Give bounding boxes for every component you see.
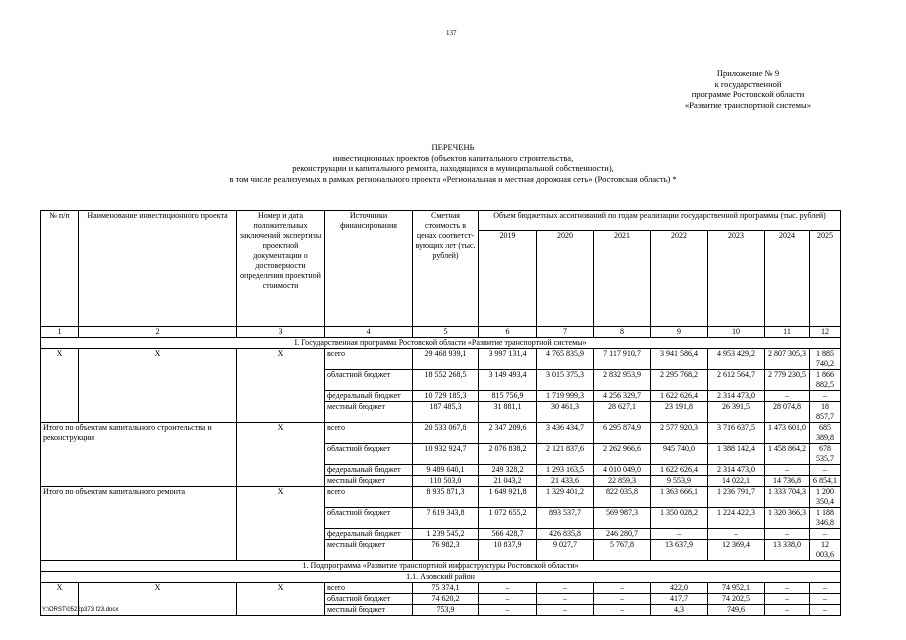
header-year: 2022: [651, 231, 708, 327]
header-year: 2024: [765, 231, 810, 327]
row-value: 2 314 473,0: [708, 391, 765, 402]
column-number: 4: [325, 327, 413, 338]
row-value: 749,6: [708, 605, 765, 616]
row-value: 20 533 067,8: [413, 423, 479, 444]
column-number: 9: [651, 327, 708, 338]
row-source: всего: [325, 583, 413, 594]
row-value: 5 767,8: [594, 540, 651, 561]
row-value: 1 363 666,1: [651, 487, 708, 508]
row-source: местный бюджет: [325, 402, 413, 423]
row-value: –: [594, 605, 651, 616]
appendix-line: программе Ростовской области: [691, 89, 805, 99]
header-year: 2021: [594, 231, 651, 327]
table-row: [41, 487, 841, 508]
row-value: 569 987,3: [594, 508, 651, 529]
row-value: –: [594, 583, 651, 594]
row-value: 1 236 791,7: [708, 487, 765, 508]
row-value: 75 374,1: [413, 583, 479, 594]
row-value: 1 239 545,2: [413, 529, 479, 540]
row-value: 2 262 966,6: [594, 444, 651, 465]
row-value: 4 256 329,7: [594, 391, 651, 402]
row-value: 2 295 768,2: [651, 370, 708, 391]
row-value: –: [810, 594, 841, 605]
subprogram-row: [41, 561, 841, 572]
row-value: 4,3: [651, 605, 708, 616]
row-value: 9 553,9: [651, 476, 708, 487]
column-number: 7: [537, 327, 594, 338]
row-value: 815 756,9: [479, 391, 537, 402]
row-value: 246 280,7: [594, 529, 651, 540]
header-year: 2020: [537, 231, 594, 327]
row-value: 1 719 999,3: [537, 391, 594, 402]
appendix-note: [638, 68, 858, 110]
header-volume: Объем бюджетных ассигнований по годам реализации государственной программы (тыс. рублей): [479, 211, 841, 231]
row-value: 9 489 640,1: [413, 465, 479, 476]
row-value: 21 433,6: [537, 476, 594, 487]
header-year: 2025: [810, 231, 841, 327]
row-value: –: [765, 583, 810, 594]
row-value: 2 577 920,3: [651, 423, 708, 444]
row-value: –: [537, 583, 594, 594]
row-source: всего: [325, 487, 413, 508]
header-expertise: Номер и дата положительных заключений экспертизы проектной документации о достоверности определения проектной стоимости: [237, 211, 325, 327]
row-value: 29 468 939,1: [413, 349, 479, 370]
row-expertise: X: [237, 487, 325, 561]
row-value: 12 369,4: [708, 540, 765, 561]
row-value: 3 997 131,4: [479, 349, 537, 370]
subprogram-title: 1. Подпрограмма «Развитие транспортной инфраструктуры Ростовской области»: [41, 561, 841, 572]
heading-line: в том числе реализуемых в рамках регионального проекта «Региональная и местная дорожная сеть» (Ростовская область) *: [229, 173, 677, 184]
row-value: 1 350 028,2: [651, 508, 708, 529]
row-value: –: [765, 529, 810, 540]
column-number: 5: [413, 327, 479, 338]
column-number: 6: [479, 327, 537, 338]
row-source: федеральный бюджет: [325, 465, 413, 476]
heading-line: инвестиционных проектов (объектов капитального строительства,: [332, 152, 574, 163]
row-value: 1 866 882,5: [810, 370, 841, 391]
row-name: Итого по объектам капитального ремонта: [41, 487, 237, 561]
row-value: 7 117 910,7: [594, 349, 651, 370]
row-value: 1 622 626,4: [651, 391, 708, 402]
column-number: 11: [765, 327, 810, 338]
row-expertise: X: [237, 349, 325, 423]
row-value: –: [765, 594, 810, 605]
header-cost: Сметная стоимость в ценах соответст-вующих лет (тыс. рублей): [413, 211, 479, 327]
row-value: 893 537,7: [537, 508, 594, 529]
column-number-row: [41, 327, 841, 338]
row-value: 30 461,3: [537, 402, 594, 423]
row-value: 1 333 704,3: [765, 487, 810, 508]
row-value: 6 854,1: [810, 476, 841, 487]
row-value: –: [810, 605, 841, 616]
row-value: 2 121 837,6: [537, 444, 594, 465]
row-value: 22 859,3: [594, 476, 651, 487]
header-year: 2023: [708, 231, 765, 327]
row-value: 28 627,1: [594, 402, 651, 423]
row-source: местный бюджет: [325, 540, 413, 561]
row-value: 1 473 601,0: [765, 423, 810, 444]
row-value: –: [651, 529, 708, 540]
table-row: [41, 583, 841, 594]
row-value: 26 391,5: [708, 402, 765, 423]
row-source: местный бюджет: [325, 476, 413, 487]
appendix-line: Приложение № 9: [716, 68, 780, 78]
row-expertise: X: [237, 423, 325, 487]
row-source: областной бюджет: [325, 508, 413, 529]
section-title: I. Государственная программа Ростовской области «Развитие транспортной системы»: [41, 338, 841, 349]
appendix-line: к государственной: [714, 78, 782, 89]
row-value: 23 191,8: [651, 402, 708, 423]
row-value: 6 295 874,9: [594, 423, 651, 444]
row-value: 110 503,0: [413, 476, 479, 487]
header-num: № п/п: [41, 211, 79, 327]
heading-title: ПЕРЕЧЕНЬ: [431, 142, 475, 152]
row-value: 3 941 586,4: [651, 349, 708, 370]
column-number: 10: [708, 327, 765, 338]
row-value: 2 807 305,3: [765, 349, 810, 370]
row-value: –: [537, 594, 594, 605]
row-value: 1 188 346,8: [810, 508, 841, 529]
row-value: –: [479, 605, 537, 616]
row-value: –: [708, 529, 765, 540]
row-value: 4 010 049,0: [594, 465, 651, 476]
row-value: 9 027,7: [537, 540, 594, 561]
row-value: 3 015 375,3: [537, 370, 594, 391]
page-number: 137: [446, 29, 457, 37]
row-value: 1 388 142,4: [708, 444, 765, 465]
row-name: X: [79, 583, 237, 616]
row-value: 1 072 655,2: [479, 508, 537, 529]
row-value: 1 885 740,2: [810, 349, 841, 370]
row-value: 18 857,7: [810, 402, 841, 423]
row-value: 945 740,0: [651, 444, 708, 465]
row-value: 4 765 835,9: [537, 349, 594, 370]
row-value: 685 389,8: [810, 423, 841, 444]
heading-line: реконструкции и капитального ремонта, находящихся в муниципальной собственности),: [292, 163, 614, 173]
district-title: 1.1. Азовский район: [41, 572, 841, 583]
row-value: 822 035,8: [594, 487, 651, 508]
row-source: местный бюджет: [325, 605, 413, 616]
document-heading: [100, 142, 806, 184]
row-value: 74 202,5: [708, 594, 765, 605]
row-value: –: [765, 391, 810, 402]
column-number: 2: [79, 327, 237, 338]
row-value: 249 328,2: [479, 465, 537, 476]
row-value: 1 320 366,3: [765, 508, 810, 529]
row-value: 1 329 401,2: [537, 487, 594, 508]
row-value: –: [810, 465, 841, 476]
column-number: 12: [810, 327, 841, 338]
row-value: 21 043,2: [479, 476, 537, 487]
row-expertise: X: [237, 583, 325, 616]
row-value: 1 649 921,8: [479, 487, 537, 508]
row-value: 8 935 871,3: [413, 487, 479, 508]
row-value: 2 314 473,0: [708, 465, 765, 476]
district-row: [41, 572, 841, 583]
table-row: [41, 349, 841, 370]
row-value: –: [479, 583, 537, 594]
row-value: 3 436 434,7: [537, 423, 594, 444]
row-value: 10 729 185,3: [413, 391, 479, 402]
row-value: –: [765, 465, 810, 476]
row-value: –: [594, 594, 651, 605]
row-value: 13 338,0: [765, 540, 810, 561]
column-number: 1: [41, 327, 79, 338]
row-value: 4 953 429,2: [708, 349, 765, 370]
row-num: X: [41, 349, 79, 423]
file-path-footer: Y:\ORST\0522p373 f23.docx: [42, 607, 119, 613]
column-number: 3: [237, 327, 325, 338]
row-value: 3 716 637,5: [708, 423, 765, 444]
row-value: 2 779 230,5: [765, 370, 810, 391]
row-value: 1 458 864,2: [765, 444, 810, 465]
row-value: 3 149 493,4: [479, 370, 537, 391]
appendix-line: «Развитие транспортной системы»: [684, 99, 812, 110]
row-value: 417,7: [651, 594, 708, 605]
header-year: 2019: [479, 231, 537, 327]
row-value: 10 932 924,7: [413, 444, 479, 465]
row-value: 753,9: [413, 605, 479, 616]
row-value: 31 881,1: [479, 402, 537, 423]
header-sources: Источники финансирования: [325, 211, 413, 327]
row-value: –: [537, 605, 594, 616]
row-source: всего: [325, 349, 413, 370]
row-value: 14 736,8: [765, 476, 810, 487]
row-value: 2 076 838,2: [479, 444, 537, 465]
row-value: 678 535,7: [810, 444, 841, 465]
row-name: Итого по объектам капитального строительства и реконструкции: [41, 423, 237, 487]
row-value: 1 293 163,5: [537, 465, 594, 476]
row-value: 1 224 422,3: [708, 508, 765, 529]
row-value: 74 952,1: [708, 583, 765, 594]
row-value: 13 637,9: [651, 540, 708, 561]
row-value: 28 074,8: [765, 402, 810, 423]
row-value: 2 832 953,9: [594, 370, 651, 391]
row-value: –: [810, 583, 841, 594]
row-source: областной бюджет: [325, 594, 413, 605]
row-source: федеральный бюджет: [325, 391, 413, 402]
row-source: всего: [325, 423, 413, 444]
row-value: –: [810, 391, 841, 402]
row-value: 18 552 268,5: [413, 370, 479, 391]
column-number: 8: [594, 327, 651, 338]
row-value: –: [765, 605, 810, 616]
row-num: X: [41, 583, 79, 616]
header-name: Наименование инвестиционного проекта: [79, 211, 237, 327]
row-value: 12 003,6: [810, 540, 841, 561]
table-row: [41, 423, 841, 444]
row-value: 2 347 209,6: [479, 423, 537, 444]
investment-projects-table: [40, 210, 841, 616]
row-value: –: [810, 529, 841, 540]
row-value: 1 200 350,4: [810, 487, 841, 508]
row-value: 74 620,2: [413, 594, 479, 605]
row-value: 14 022,1: [708, 476, 765, 487]
row-value: 187 485,3: [413, 402, 479, 423]
row-value: 76 982,3: [413, 540, 479, 561]
row-value: 10 837,9: [479, 540, 537, 561]
row-value: –: [479, 594, 537, 605]
row-value: 422,0: [651, 583, 708, 594]
row-source: областной бюджет: [325, 444, 413, 465]
row-value: 7 619 343,8: [413, 508, 479, 529]
row-source: федеральный бюджет: [325, 529, 413, 540]
row-value: 1 622 626,4: [651, 465, 708, 476]
row-value: 2 612 564,7: [708, 370, 765, 391]
section-row: [41, 338, 841, 349]
row-value: 566 428,7: [479, 529, 537, 540]
row-value: 426 835,8: [537, 529, 594, 540]
row-name: X: [79, 349, 237, 423]
row-source: областной бюджет: [325, 370, 413, 391]
